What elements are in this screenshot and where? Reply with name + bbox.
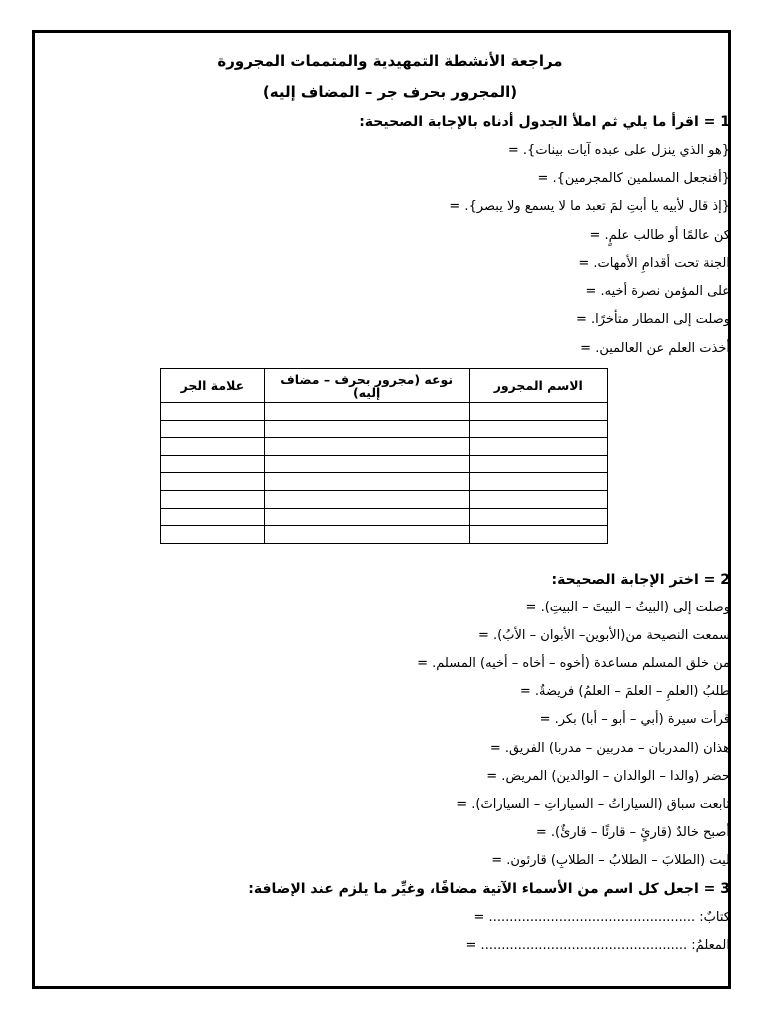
cell-type[interactable] [264, 508, 469, 526]
cell-type[interactable] [264, 403, 469, 421]
cell-jarr-sign[interactable] [161, 455, 265, 473]
section2-item: تابعت سباق (السياراتُ – السياراتِ – السياراتَ). = [456, 797, 730, 812]
cell-type[interactable] [264, 490, 469, 508]
cell-majrour-noun[interactable] [469, 526, 607, 544]
section1-item: {هو الذي ينزل على عبده آيات بينات}. = [507, 143, 730, 158]
header-type: نوعه (مجرور بحرف – مضاف إليه) [264, 369, 469, 403]
cell-jarr-sign[interactable] [161, 490, 265, 508]
section2-item: قرأت سيرة (أبي – أبو – أبا) بكر. = [539, 712, 730, 727]
section2-item: طلبُ (العلمِ – العلمَ – العلمُ) فريضةٌ. = [519, 684, 730, 699]
table-header-row [161, 369, 608, 403]
cell-majrour-noun[interactable] [469, 403, 607, 421]
cell-jarr-sign[interactable] [161, 473, 265, 491]
section2-item: حضر (والدا – الوالدان – الوالدين) المريض. = [486, 769, 730, 784]
section3-item: المعلمُ: .................................................. = [465, 938, 730, 953]
table-row [161, 403, 608, 421]
section1-item: {إذ قال لأبيه يا أبتِ لمَ تعبد ما لا يسمع ولا يبصر}. = [449, 199, 730, 214]
section2-item: وصلت إلى (البيتُ – البيتَ – البيتِ). = [525, 600, 730, 615]
answer-table [160, 368, 608, 544]
header-jarr-sign: علامة الجر [161, 369, 265, 403]
section1-heading: 1 = اقرأ ما يلي ثم املأ الجدول أدناه بالإجابة الصحيحة: [359, 114, 730, 130]
document-subtitle: (المجرور بحرف جر – المضاف إليه) [262, 83, 518, 101]
cell-jarr-sign[interactable] [161, 526, 265, 544]
cell-jarr-sign[interactable] [161, 438, 265, 456]
cell-type[interactable] [264, 455, 469, 473]
section3-item: كتابٌ: .................................................. = [473, 910, 730, 925]
section1-item: الجنة تحت أقدامِ الأمهات. = [578, 256, 730, 271]
section1-item: على المؤمن نصرة أخيه. = [585, 284, 730, 299]
table-row [161, 455, 608, 473]
section2-item: سمعت النصيحة من(الأبوين– الأبوان – الأبُ). = [478, 628, 730, 643]
table-row [161, 490, 608, 508]
section2-item: من خلق المسلم مساعدة (أخوه – أخاه – أخيه) المسلم. = [417, 656, 730, 671]
section1-item: وصلت إلى المطار متأخرًا. = [575, 312, 730, 327]
section2-item: أصبح خالدٌ (قارئٍ – قارئًا – قارئٌ). = [535, 825, 730, 840]
section1-item: أخذت العلم عن العالمين. = [580, 341, 730, 356]
table-row [161, 508, 608, 526]
table-body [161, 403, 608, 544]
header-majrour-noun: الاسم المجرور [469, 369, 607, 403]
cell-majrour-noun[interactable] [469, 438, 607, 456]
cell-majrour-noun[interactable] [469, 420, 607, 438]
section2-item: هذان (المدربان – مدربين – مدربا) الفريق. = [489, 741, 730, 756]
section1-item: كن عالمًا أو طالب علمٍ. = [589, 228, 730, 243]
cell-type[interactable] [264, 438, 469, 456]
cell-majrour-noun[interactable] [469, 508, 607, 526]
cell-majrour-noun[interactable] [469, 455, 607, 473]
cell-type[interactable] [264, 526, 469, 544]
table-row [161, 438, 608, 456]
cell-type[interactable] [264, 473, 469, 491]
table-row [161, 526, 608, 544]
section3-heading: 3 = اجعل كل اسم من الأسماء الآتية مضافًا، وغيِّر ما يلزم عند الإضافة: [248, 881, 730, 897]
section1-item: {أفنجعل المسلمين كالمجرمين}. = [537, 171, 730, 186]
section2-item: ليت (الطلابَ – الطلابُ – الطلابِ) قارئون. = [491, 853, 730, 868]
cell-majrour-noun[interactable] [469, 473, 607, 491]
cell-jarr-sign[interactable] [161, 508, 265, 526]
cell-jarr-sign[interactable] [161, 420, 265, 438]
section2-heading: 2 = اختر الإجابة الصحيحة: [551, 572, 730, 588]
cell-majrour-noun[interactable] [469, 490, 607, 508]
table-row [161, 420, 608, 438]
cell-type[interactable] [264, 420, 469, 438]
document-title: مراجعة الأنشطة التمهيدية والمتممات المجرورة [217, 52, 563, 70]
cell-jarr-sign[interactable] [161, 403, 265, 421]
table-row [161, 473, 608, 491]
